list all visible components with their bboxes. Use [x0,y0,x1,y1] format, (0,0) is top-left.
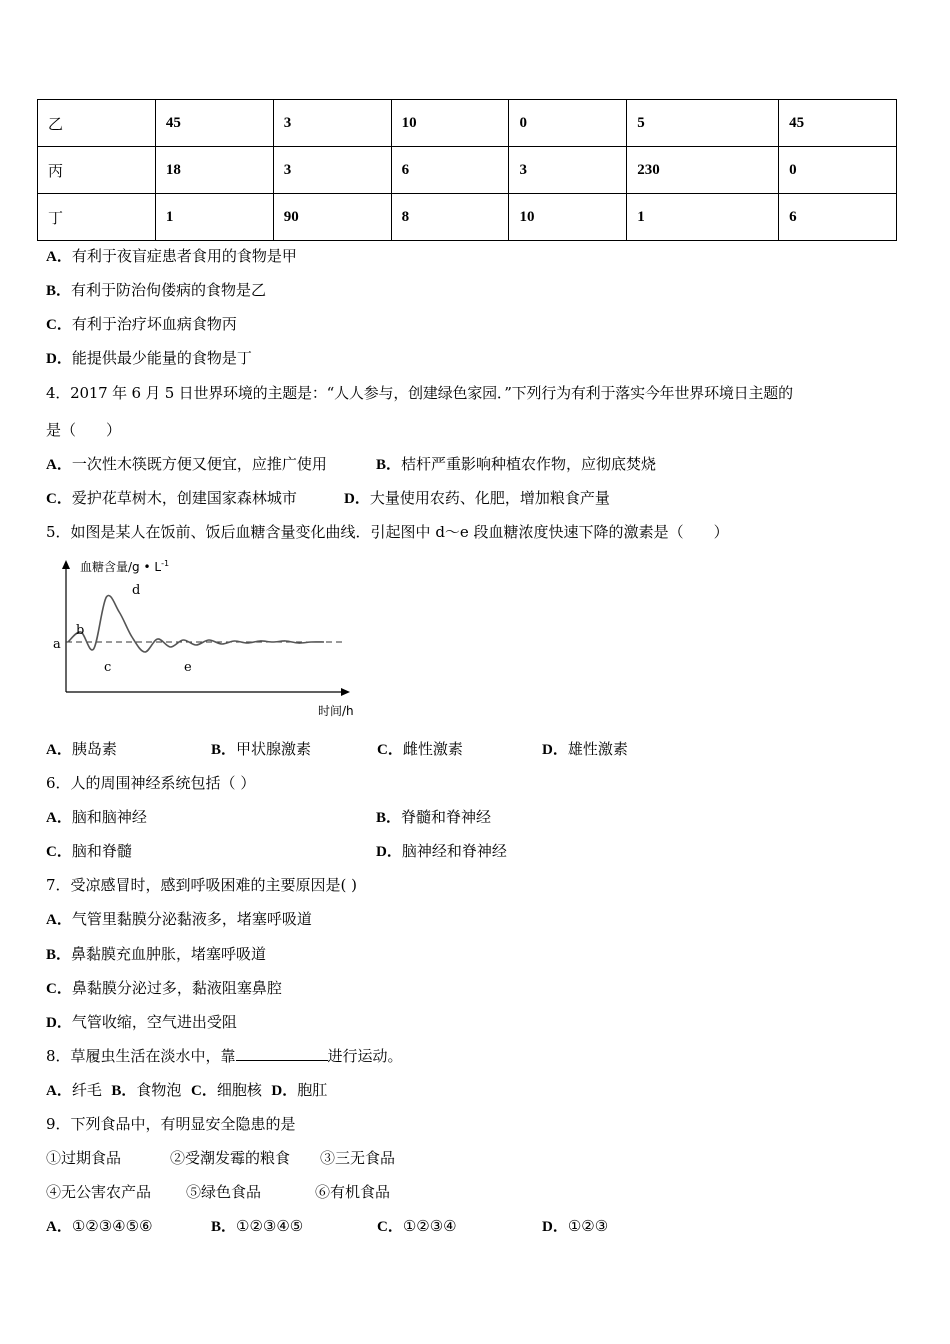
table-cell: 丁 [38,194,156,241]
option-text: 有利于治疗坏血病食物丙 [71,315,237,333]
table-cell: 10 [391,100,509,147]
option-text: 有利于夜盲症患者食用的食物是甲 [71,247,297,265]
table-row [38,147,897,194]
q9-option-d[interactable] [542,1216,608,1237]
option-text: ①②③④ [402,1217,457,1235]
q3-option-c[interactable] [46,314,237,335]
label-a: a [53,637,61,652]
option-text: 有利于防治佝偻病的食物是乙 [71,281,267,299]
q4-option-a[interactable] [46,454,327,475]
option-text: 爱护花草树木，创建国家森林城市 [71,489,297,507]
label-e: e [184,660,192,675]
table-cell: 230 [627,147,779,194]
x-axis-label: 时间/h [318,704,354,718]
q9-item-3: ③三无食品 [320,1149,396,1167]
q8-stem [46,1046,403,1066]
table-cell: 3 [509,147,627,194]
table-cell: 1 [627,194,779,241]
option-label: B． [376,457,402,473]
option-text: 桔杆严重影响种植农作物，应彻底焚烧 [401,455,657,473]
glucose-curve [68,595,324,652]
option-text: 细胞核 [216,1081,262,1099]
table-cell: 18 [155,147,273,194]
option-label: C． [46,981,72,997]
table-cell: 6 [779,194,897,241]
q5-option-a[interactable] [46,739,117,760]
label-b: b [76,623,85,638]
table-cell: 乙 [38,100,156,147]
option-text: 鼻黏膜充血肿胀，堵塞呼吸道 [71,945,267,963]
answer-blank[interactable] [236,1046,328,1061]
table-cell: 3 [273,147,391,194]
option-label: D． [46,351,72,367]
option-text: 雌性激素 [402,740,463,758]
option-text: 甲状腺激素 [236,740,312,758]
q7-option-b[interactable] [46,944,266,965]
table-cell: 45 [779,100,897,147]
table-cell: 45 [155,100,273,147]
option-text: ①②③ [567,1217,609,1235]
option-label: A． [46,1083,72,1099]
option-label: B． [376,810,402,826]
option-label: A． [46,457,72,473]
y-axis-label: 血糖含量/g • $L^{-1}$ [80,559,170,574]
option-label: D． [344,491,370,507]
q5-option-b[interactable] [211,739,311,760]
option-label: D． [542,742,568,758]
option-label: C． [46,844,72,860]
option-label: B． [211,1219,237,1235]
table-row [38,100,897,147]
q3-option-b[interactable] [46,280,266,301]
label-d: d [132,583,141,598]
option-label: D． [542,1219,568,1235]
option-label: B． [46,947,72,963]
option-text: 雄性激素 [567,740,628,758]
q8-option-a[interactable] [46,1081,102,1099]
option-label: A． [46,742,72,758]
q7-option-c[interactable] [46,978,282,999]
q9-option-b[interactable] [211,1216,303,1237]
option-text: 大量使用农药、化肥，增加粮食产量 [369,489,610,507]
option-text: 脑和脊髓 [71,842,132,860]
option-label: A． [46,1219,72,1235]
blood-glucose-chart [46,552,376,722]
q8-options [46,1080,327,1101]
option-text: 鼻黏膜分泌过多，黏液阻塞鼻腔 [71,979,282,997]
q7-option-d[interactable] [46,1012,237,1033]
q9-option-c[interactable] [377,1216,457,1237]
table-row [38,194,897,241]
option-text: 气管里黏膜分泌黏液多，堵塞呼吸道 [71,910,312,928]
option-label: C． [190,1083,217,1099]
q4-stem: 4．2017 年 6 月 5 日世界环境的主题是：“人人参与，创建绿色家园．”下列行为有利于落实今年世界环境日主题的 [46,384,793,402]
q5-stem: 5．如图是某人在饭前、饭后血糖含量变化曲线．引起图中 d～e 段血糖浓度快速下降的激素是（ ） [46,523,729,541]
option-text: 一次性木筷既方便又便宜，应推广使用 [71,455,327,473]
table-cell: 0 [779,147,897,194]
table-cell: 10 [509,194,627,241]
option-text: 胞肛 [297,1081,328,1099]
option-label: C． [46,317,72,333]
q9-item-1: ①过期食品 [46,1149,122,1167]
option-label: C． [46,491,72,507]
q8-option-d[interactable] [271,1081,327,1099]
table-cell: 0 [509,100,627,147]
option-text: 胰岛素 [71,740,117,758]
q6-option-a[interactable] [46,807,147,828]
option-text: 脊髓和脊神经 [401,808,492,826]
q9-item-2: ②受潮发霉的粮食 [170,1149,291,1167]
option-label: D． [376,844,402,860]
table-cell: 5 [627,100,779,147]
option-label: B． [111,1083,137,1099]
option-label: D． [271,1083,298,1099]
option-label: B． [211,742,237,758]
option-label: A． [46,912,72,928]
option-text: 气管收缩，空气进出受阻 [71,1013,237,1031]
option-label: B． [46,283,72,299]
table-cell: 1 [155,194,273,241]
q6-option-c[interactable] [46,841,132,862]
table-cell: 丙 [38,147,156,194]
q7-stem: 7．受凉感冒时，感到呼吸困难的主要原因是( ) [46,876,358,894]
stem-text: 进行运动。 [327,1047,403,1065]
q4-option-d[interactable] [344,488,610,509]
option-label: A． [46,249,72,265]
q6-option-b[interactable] [376,807,491,828]
q9-item-6: ⑥有机食品 [315,1183,391,1201]
q4-stem-cont: 是（ ） [46,421,122,439]
option-text: 脑和脑神经 [71,808,147,826]
x-axis-arrow [341,688,350,696]
option-text: 纤毛 [71,1081,102,1099]
q3-option-d[interactable] [46,348,252,369]
q9-stem: 9．下列食品中，有明显安全隐患的是 [46,1115,296,1133]
q6-stem: 6．人的周围神经系统包括（ ） [46,774,256,792]
table-cell: 8 [391,194,509,241]
option-text: ①②③④⑤⑥ [71,1217,153,1235]
option-text: 食物泡 [136,1081,182,1099]
label-c: c [104,660,112,675]
option-text: ①②③④⑤ [236,1217,304,1235]
table-cell: 90 [273,194,391,241]
q7-option-a[interactable] [46,909,312,930]
q5-option-d[interactable] [542,739,628,760]
table-cell: 6 [391,147,509,194]
stem-text: 8．草履虫生活在淡水中，靠 [46,1047,236,1065]
option-text: 脑神经和脊神经 [401,842,507,860]
q9-item-5: ⑤绿色食品 [186,1183,262,1201]
q3-option-a[interactable] [46,246,297,267]
q4-option-b[interactable] [376,454,656,475]
nutrition-table [37,99,897,241]
option-text: 能提供最少能量的食物是丁 [71,349,252,367]
q4-option-c[interactable] [46,488,297,509]
y-axis-arrow [62,560,70,569]
option-label: C． [377,742,403,758]
option-label: D． [46,1015,72,1031]
option-label: C． [377,1219,403,1235]
option-label: A． [46,810,72,826]
q9-item-4: ④无公害农产品 [46,1183,152,1201]
q9-option-a[interactable] [46,1216,153,1237]
q6-option-d[interactable] [376,841,507,862]
q8-option-c[interactable] [191,1081,262,1099]
q8-option-b[interactable] [111,1081,181,1099]
q5-option-c[interactable] [377,739,463,760]
table-cell: 3 [273,100,391,147]
